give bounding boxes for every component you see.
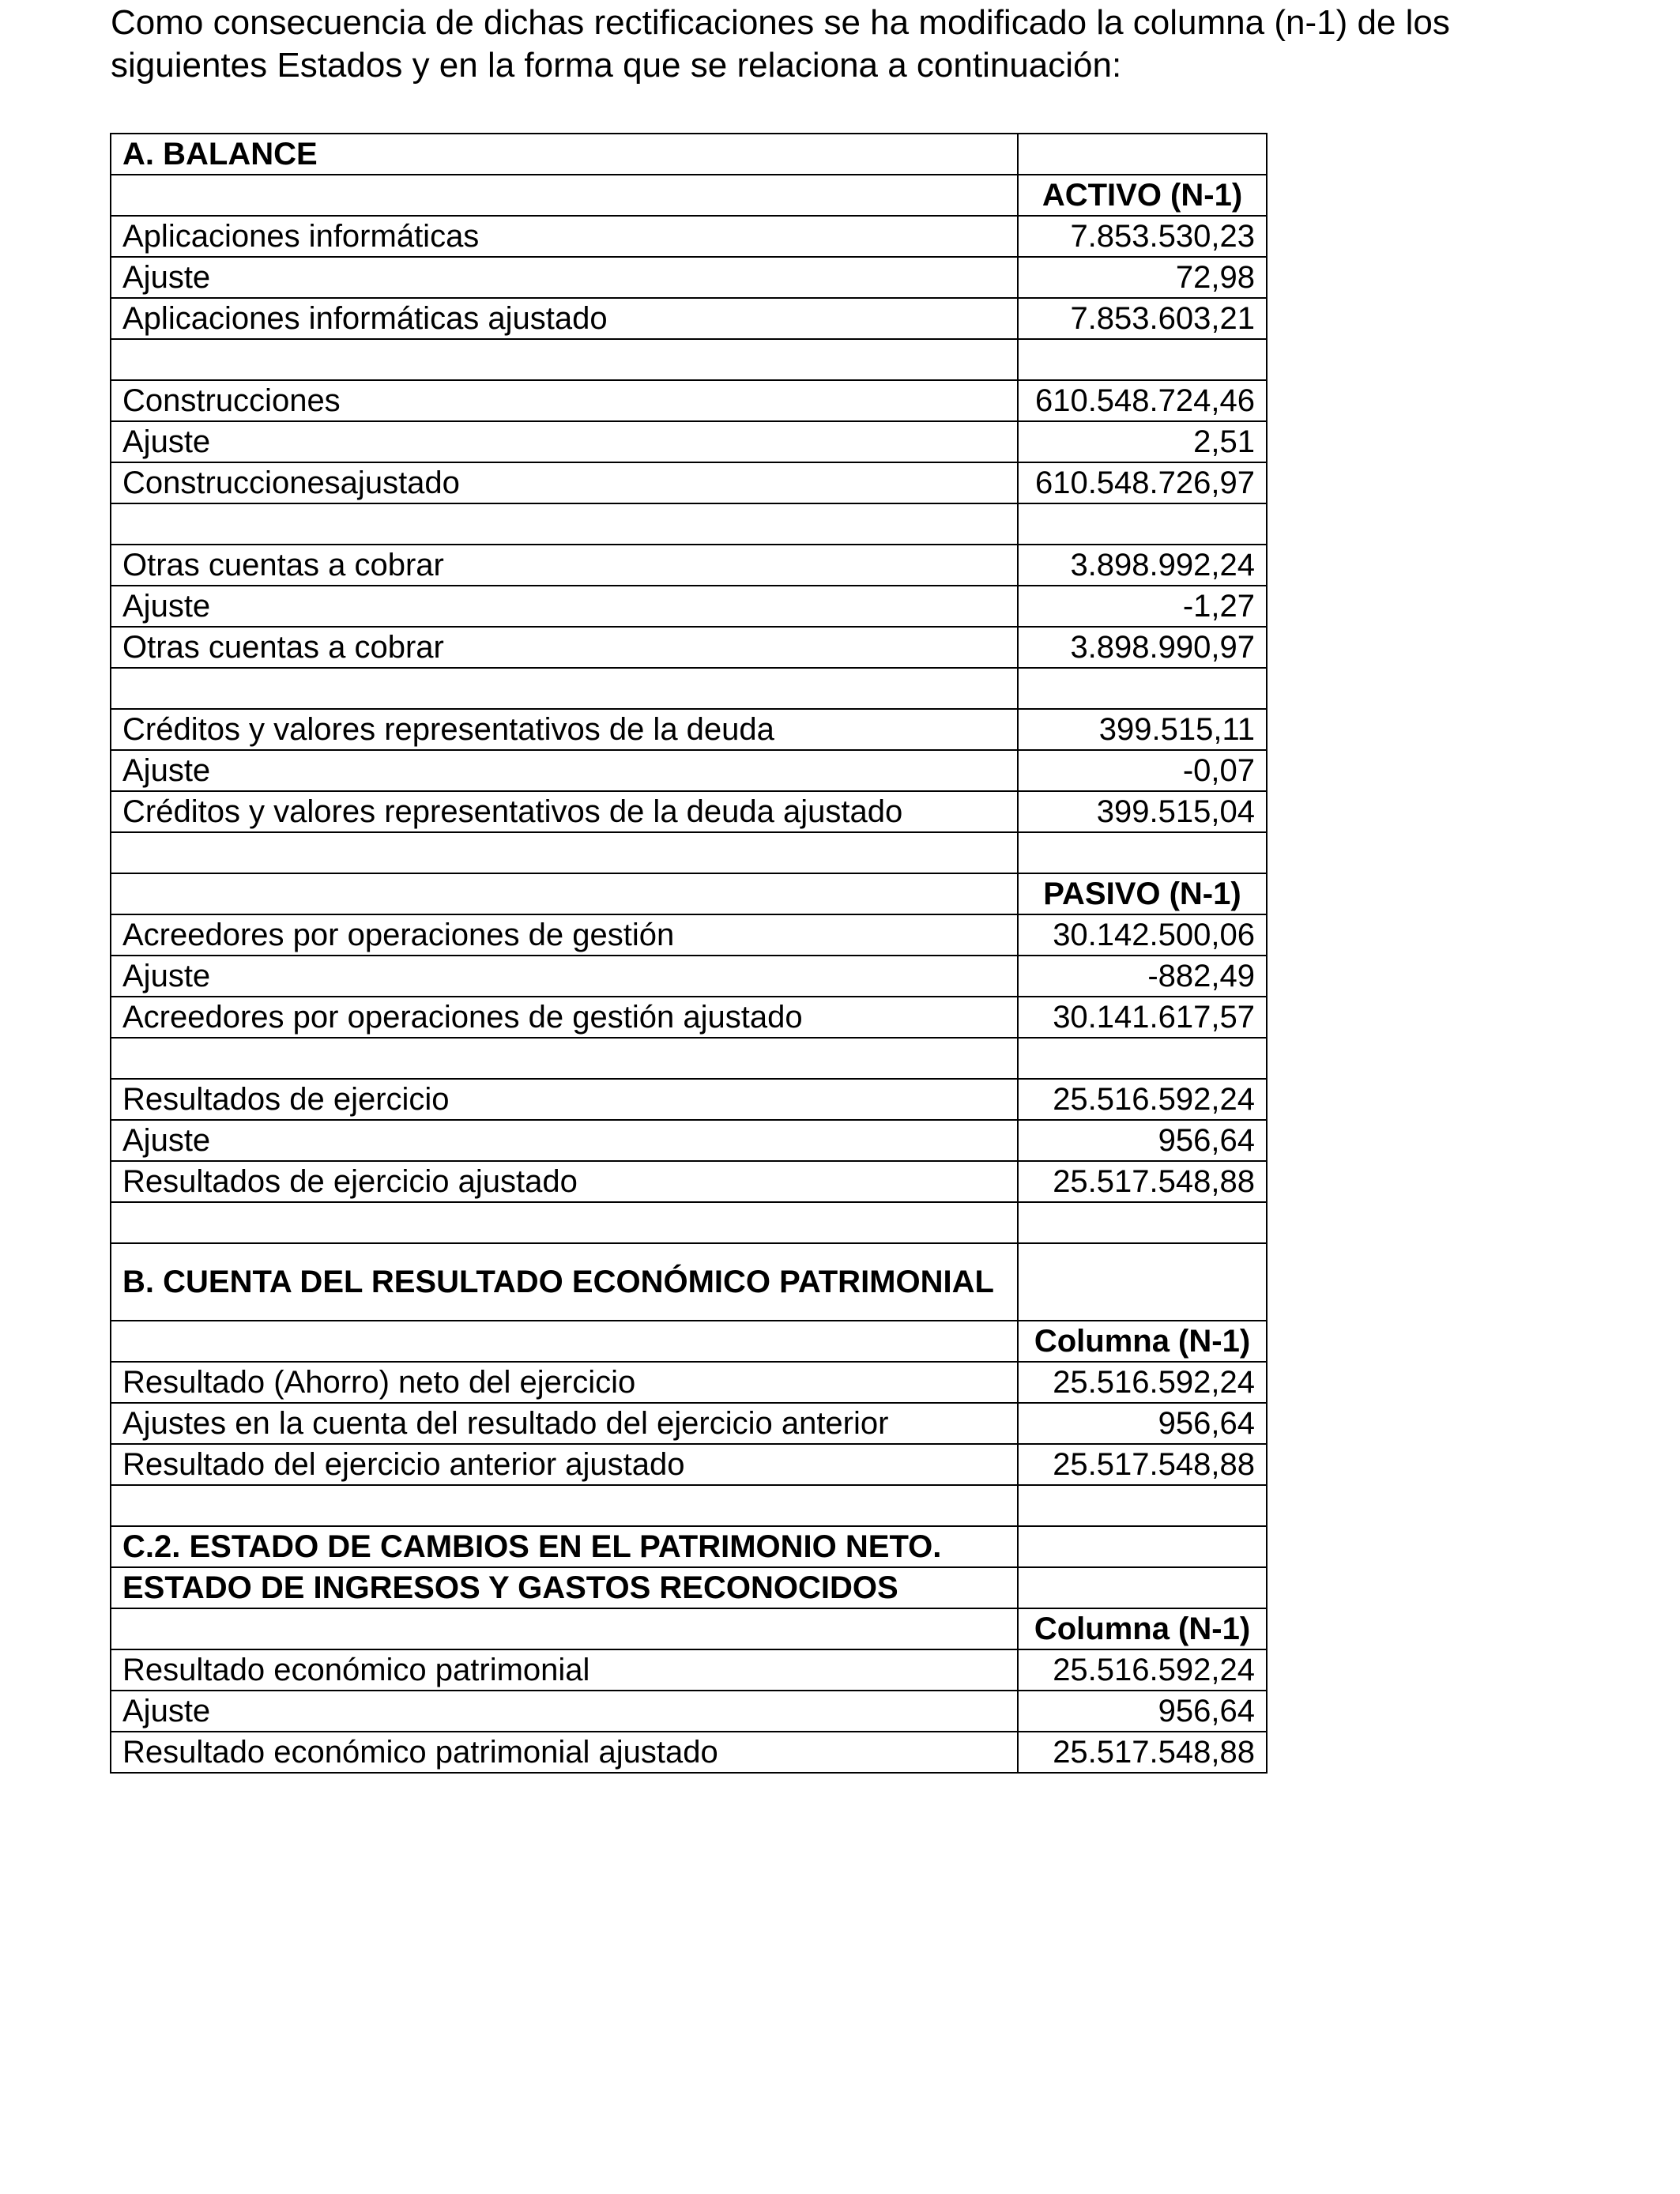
row-label: Aplicaciones informáticas bbox=[111, 216, 1018, 257]
row-label: Resultado (Ahorro) neto del ejercicio bbox=[111, 1362, 1018, 1403]
column-heading-row bbox=[111, 175, 1267, 216]
row-label: Construccionesajustado bbox=[111, 462, 1018, 503]
row-value: 72,98 bbox=[1018, 257, 1267, 298]
row-value: 25.517.548,88 bbox=[1018, 1732, 1267, 1773]
row-label: Ajuste bbox=[111, 421, 1018, 462]
column-heading-row bbox=[111, 1608, 1267, 1649]
table-row bbox=[111, 627, 1267, 668]
row-value: 399.515,04 bbox=[1018, 791, 1267, 832]
adjustments-table-body bbox=[111, 134, 1267, 1773]
spacer-row bbox=[111, 1038, 1267, 1079]
column-heading-row bbox=[111, 1321, 1267, 1362]
spacer-row bbox=[111, 503, 1267, 545]
spacer-row bbox=[111, 339, 1267, 380]
column-heading: Columna (N-1) bbox=[1018, 1321, 1267, 1362]
row-value: 25.517.548,88 bbox=[1018, 1444, 1267, 1485]
section-title: A. BALANCE bbox=[111, 134, 1018, 175]
table-row bbox=[111, 298, 1267, 339]
table-row bbox=[111, 791, 1267, 832]
section-heading-row bbox=[111, 1567, 1267, 1608]
row-value: 25.516.592,24 bbox=[1018, 1079, 1267, 1120]
column-heading: PASIVO (N-1) bbox=[1018, 873, 1267, 914]
row-label: Resultado económico patrimonial bbox=[111, 1649, 1018, 1691]
row-label: Ajuste bbox=[111, 750, 1018, 791]
row-label: Resultados de ejercicio bbox=[111, 1079, 1018, 1120]
table-row bbox=[111, 914, 1267, 956]
row-label: Resultado económico patrimonial ajustado bbox=[111, 1732, 1018, 1773]
row-label: Ajuste bbox=[111, 1120, 1018, 1161]
row-label: Construcciones bbox=[111, 380, 1018, 421]
row-value: -0,07 bbox=[1018, 750, 1267, 791]
row-value bbox=[1018, 1243, 1267, 1321]
row-value: 3.898.990,97 bbox=[1018, 627, 1267, 668]
row-value: 30.141.617,57 bbox=[1018, 997, 1267, 1038]
row-label bbox=[111, 339, 1018, 380]
row-value: -1,27 bbox=[1018, 586, 1267, 627]
row-value: -882,49 bbox=[1018, 956, 1267, 997]
empty-cell bbox=[111, 1321, 1018, 1362]
row-label: Otras cuentas a cobrar bbox=[111, 627, 1018, 668]
spacer-row bbox=[111, 1202, 1267, 1243]
row-label bbox=[111, 503, 1018, 545]
row-value: 956,64 bbox=[1018, 1120, 1267, 1161]
intro-paragraph: Como consecuencia de dichas rectificaciones se ha modificado la columna (n-1) de los siguientes Estados y en la forma que se relaciona a continuación: bbox=[111, 3, 1450, 85]
row-label: Resultado del ejercicio anterior ajustado bbox=[111, 1444, 1018, 1485]
row-label bbox=[111, 1485, 1018, 1526]
section-title: C.2. ESTADO DE CAMBIOS EN EL PATRIMONIO NETO. bbox=[111, 1526, 1018, 1567]
table-row bbox=[111, 586, 1267, 627]
row-value bbox=[1018, 339, 1267, 380]
table-row bbox=[111, 1403, 1267, 1444]
table-row bbox=[111, 1649, 1267, 1691]
row-value: 956,64 bbox=[1018, 1691, 1267, 1732]
empty-cell bbox=[111, 873, 1018, 914]
section-title: ESTADO DE INGRESOS Y GASTOS RECONOCIDOS bbox=[111, 1567, 1018, 1608]
row-value bbox=[1018, 1526, 1267, 1567]
empty-cell bbox=[111, 1608, 1018, 1649]
row-value: 610.548.724,46 bbox=[1018, 380, 1267, 421]
row-label: Ajuste bbox=[111, 1691, 1018, 1732]
row-label: Acreedores por operaciones de gestión bbox=[111, 914, 1018, 956]
row-label: Resultados de ejercicio ajustado bbox=[111, 1161, 1018, 1202]
spacer-row bbox=[111, 832, 1267, 873]
row-label: Ajuste bbox=[111, 586, 1018, 627]
spacer-row bbox=[111, 668, 1267, 709]
row-value: 7.853.530,23 bbox=[1018, 216, 1267, 257]
section-title: B. CUENTA DEL RESULTADO ECONÓMICO PATRIMONIAL bbox=[111, 1243, 1018, 1321]
table-row bbox=[111, 1732, 1267, 1773]
table-row bbox=[111, 1691, 1267, 1732]
adjustments-table bbox=[110, 133, 1268, 1774]
row-value bbox=[1018, 832, 1267, 873]
table-row bbox=[111, 1161, 1267, 1202]
column-heading-row bbox=[111, 873, 1267, 914]
row-value: 25.517.548,88 bbox=[1018, 1161, 1267, 1202]
row-value: 956,64 bbox=[1018, 1403, 1267, 1444]
table-row bbox=[111, 750, 1267, 791]
row-label: Aplicaciones informáticas ajustado bbox=[111, 298, 1018, 339]
row-value: 30.142.500,06 bbox=[1018, 914, 1267, 956]
table-row bbox=[111, 1079, 1267, 1120]
row-label: Ajuste bbox=[111, 257, 1018, 298]
table-row bbox=[111, 545, 1267, 586]
row-value: 2,51 bbox=[1018, 421, 1267, 462]
table-row bbox=[111, 462, 1267, 503]
row-label: Créditos y valores representativos de la deuda bbox=[111, 709, 1018, 750]
table-row bbox=[111, 216, 1267, 257]
row-label bbox=[111, 668, 1018, 709]
row-value: 610.548.726,97 bbox=[1018, 462, 1267, 503]
row-value: 399.515,11 bbox=[1018, 709, 1267, 750]
section-heading-row bbox=[111, 1526, 1267, 1567]
row-label bbox=[111, 1202, 1018, 1243]
table-row bbox=[111, 709, 1267, 750]
row-label: Créditos y valores representativos de la deuda ajustado bbox=[111, 791, 1018, 832]
column-heading: Columna (N-1) bbox=[1018, 1608, 1267, 1649]
row-label bbox=[111, 832, 1018, 873]
empty-cell bbox=[111, 175, 1018, 216]
table-row bbox=[111, 380, 1267, 421]
spacer-row bbox=[111, 1485, 1267, 1526]
row-value: 25.516.592,24 bbox=[1018, 1362, 1267, 1403]
row-value bbox=[1018, 1038, 1267, 1079]
row-label: Ajuste bbox=[111, 956, 1018, 997]
table-row bbox=[111, 421, 1267, 462]
table-row bbox=[111, 956, 1267, 997]
row-label: Ajustes en la cuenta del resultado del ejercicio anterior bbox=[111, 1403, 1018, 1444]
row-value bbox=[1018, 134, 1267, 175]
row-value bbox=[1018, 1485, 1267, 1526]
table-row bbox=[111, 997, 1267, 1038]
row-value bbox=[1018, 503, 1267, 545]
section-heading-row bbox=[111, 1243, 1267, 1321]
table-row bbox=[111, 1362, 1267, 1403]
row-label: Acreedores por operaciones de gestión ajustado bbox=[111, 997, 1018, 1038]
row-value: 25.516.592,24 bbox=[1018, 1649, 1267, 1691]
row-label: Otras cuentas a cobrar bbox=[111, 545, 1018, 586]
row-value bbox=[1018, 668, 1267, 709]
row-value: 7.853.603,21 bbox=[1018, 298, 1267, 339]
row-value bbox=[1018, 1202, 1267, 1243]
row-value bbox=[1018, 1567, 1267, 1608]
column-heading: ACTIVO (N-1) bbox=[1018, 175, 1267, 216]
section-heading-row bbox=[111, 134, 1267, 175]
table-row bbox=[111, 1444, 1267, 1485]
table-row bbox=[111, 1120, 1267, 1161]
table-row bbox=[111, 257, 1267, 298]
row-label bbox=[111, 1038, 1018, 1079]
row-value: 3.898.992,24 bbox=[1018, 545, 1267, 586]
